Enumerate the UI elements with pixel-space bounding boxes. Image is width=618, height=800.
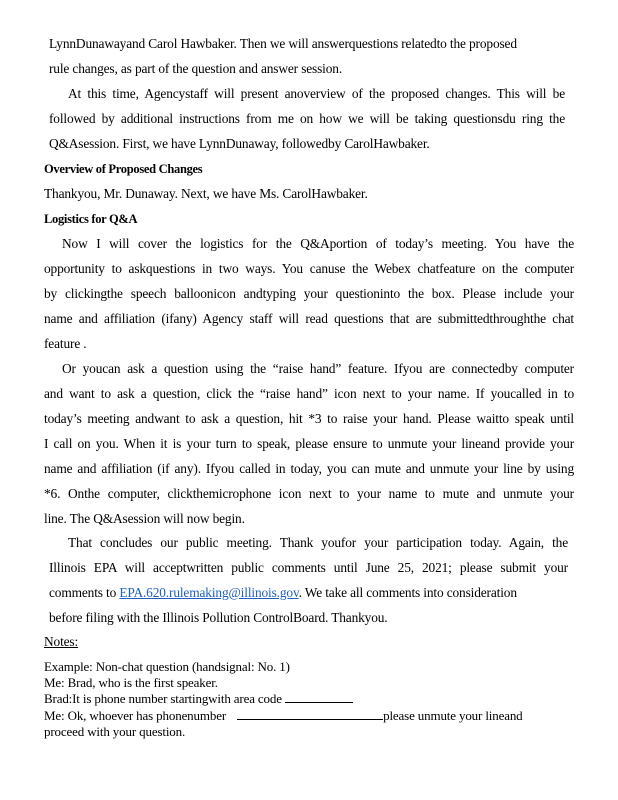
closing-line-3-post: . We take all comments into consideration <box>298 585 517 600</box>
notes-me-2-continued: proceed with your question. <box>44 724 186 739</box>
overview-intro-line-3: Q&Asession. First, we have LynnDunaway, followedby CarolHawbaker. <box>49 136 430 151</box>
logistics-p2-line-2: and want to ask a question, click the “raise hand” icon next to your name. If youcalled in to <box>44 386 574 401</box>
area-code-blank <box>285 691 353 703</box>
logistics-p2-line-3: today’s meeting andwant to ask a question, hit *3 to raise your hand. Please waitto speak until <box>44 411 574 426</box>
notes-me-2 <box>44 708 523 723</box>
notes-me-2-post: please unmute your lineand <box>383 708 523 723</box>
overview-intro-line-2: followed by additional instructions from me on how we will be taking questionsdu ring the <box>49 111 565 126</box>
closing-line-3-pre: comments to <box>49 585 120 600</box>
notes-me-1: Me: Brad, who is the first speaker. <box>44 675 218 690</box>
notes-example: Example: Non-chat question (handsignal: No. 1) <box>44 659 290 674</box>
closing-line-4: before filing with the Illinois Pollution ControlBoard. Thankyou. <box>49 610 388 625</box>
notes-label: Notes: <box>44 634 79 649</box>
logistics-p2-line-1: Or youcan ask a question using the “raise hand” feature. Ifyou are connectedby computer <box>62 361 574 376</box>
notes-brad-text: Brad:It is phone number startingwith area code <box>44 691 282 706</box>
logistics-p2-line-5: name and affiliation (if any). Ifyou called in today, you can mute and unmute your line by using <box>44 461 574 476</box>
email-link[interactable]: EPA.620.rulemaking@illinois.gov <box>119 585 299 600</box>
notes-me-2-pre: Me: Ok, whoever has phonenumber <box>44 708 226 723</box>
intro-line-2: rule changes, as part of the question and answer session. <box>49 61 343 76</box>
intro-line-1: LynnDunawayand Carol Hawbaker. Then we will answerquestions relatedto the proposed <box>49 36 517 51</box>
logistics-p2-line-6: *6. Onthe computer, clickthemicrophone icon next to your name to mute and unmute your <box>44 486 574 501</box>
logistics-p1-line-3: by clickingthe speech balloonicon andtyping your questioninto the box. Please include your <box>44 286 574 301</box>
heading-overview: Overview of Proposed Changes <box>44 162 203 176</box>
logistics-p2-line-4: I call on you. When it is your turn to speak, please ensure to unmute your lineand provide your <box>44 436 574 451</box>
overview-intro-line-1: At this time, Agencystaff will present anoverview of the proposed changes. This will be <box>68 86 565 101</box>
closing-line-3 <box>49 585 568 601</box>
notes-brad <box>44 691 353 706</box>
logistics-p1-line-1: Now I will cover the logistics for the Q&Aportion of today’s meeting. You have the <box>62 236 574 251</box>
logistics-p1-line-4: name and affiliation (ifany) Agency staff will read questions that are submittedthroughthe chat <box>44 311 574 326</box>
phone-number-blank <box>237 708 383 720</box>
logistics-p2-line-7: line. The Q&Asession will now begin. <box>44 511 245 526</box>
heading-logistics: Logistics for Q&A <box>44 212 138 226</box>
logistics-p1-line-2: opportunity to askquestions in two ways. You canuse the Webex chatfeature on the computer <box>44 261 574 276</box>
closing-line-2: Illinois EPA will acceptwritten public comments until June 25, 2021; please submit your <box>49 560 568 575</box>
overview-text: Thankyou, Mr. Dunaway. Next, we have Ms. CarolHawbaker. <box>44 186 368 201</box>
logistics-p1-line-5: feature . <box>44 336 87 351</box>
closing-line-1: That concludes our public meeting. Thank youfor your participation today. Again, the <box>68 535 568 550</box>
